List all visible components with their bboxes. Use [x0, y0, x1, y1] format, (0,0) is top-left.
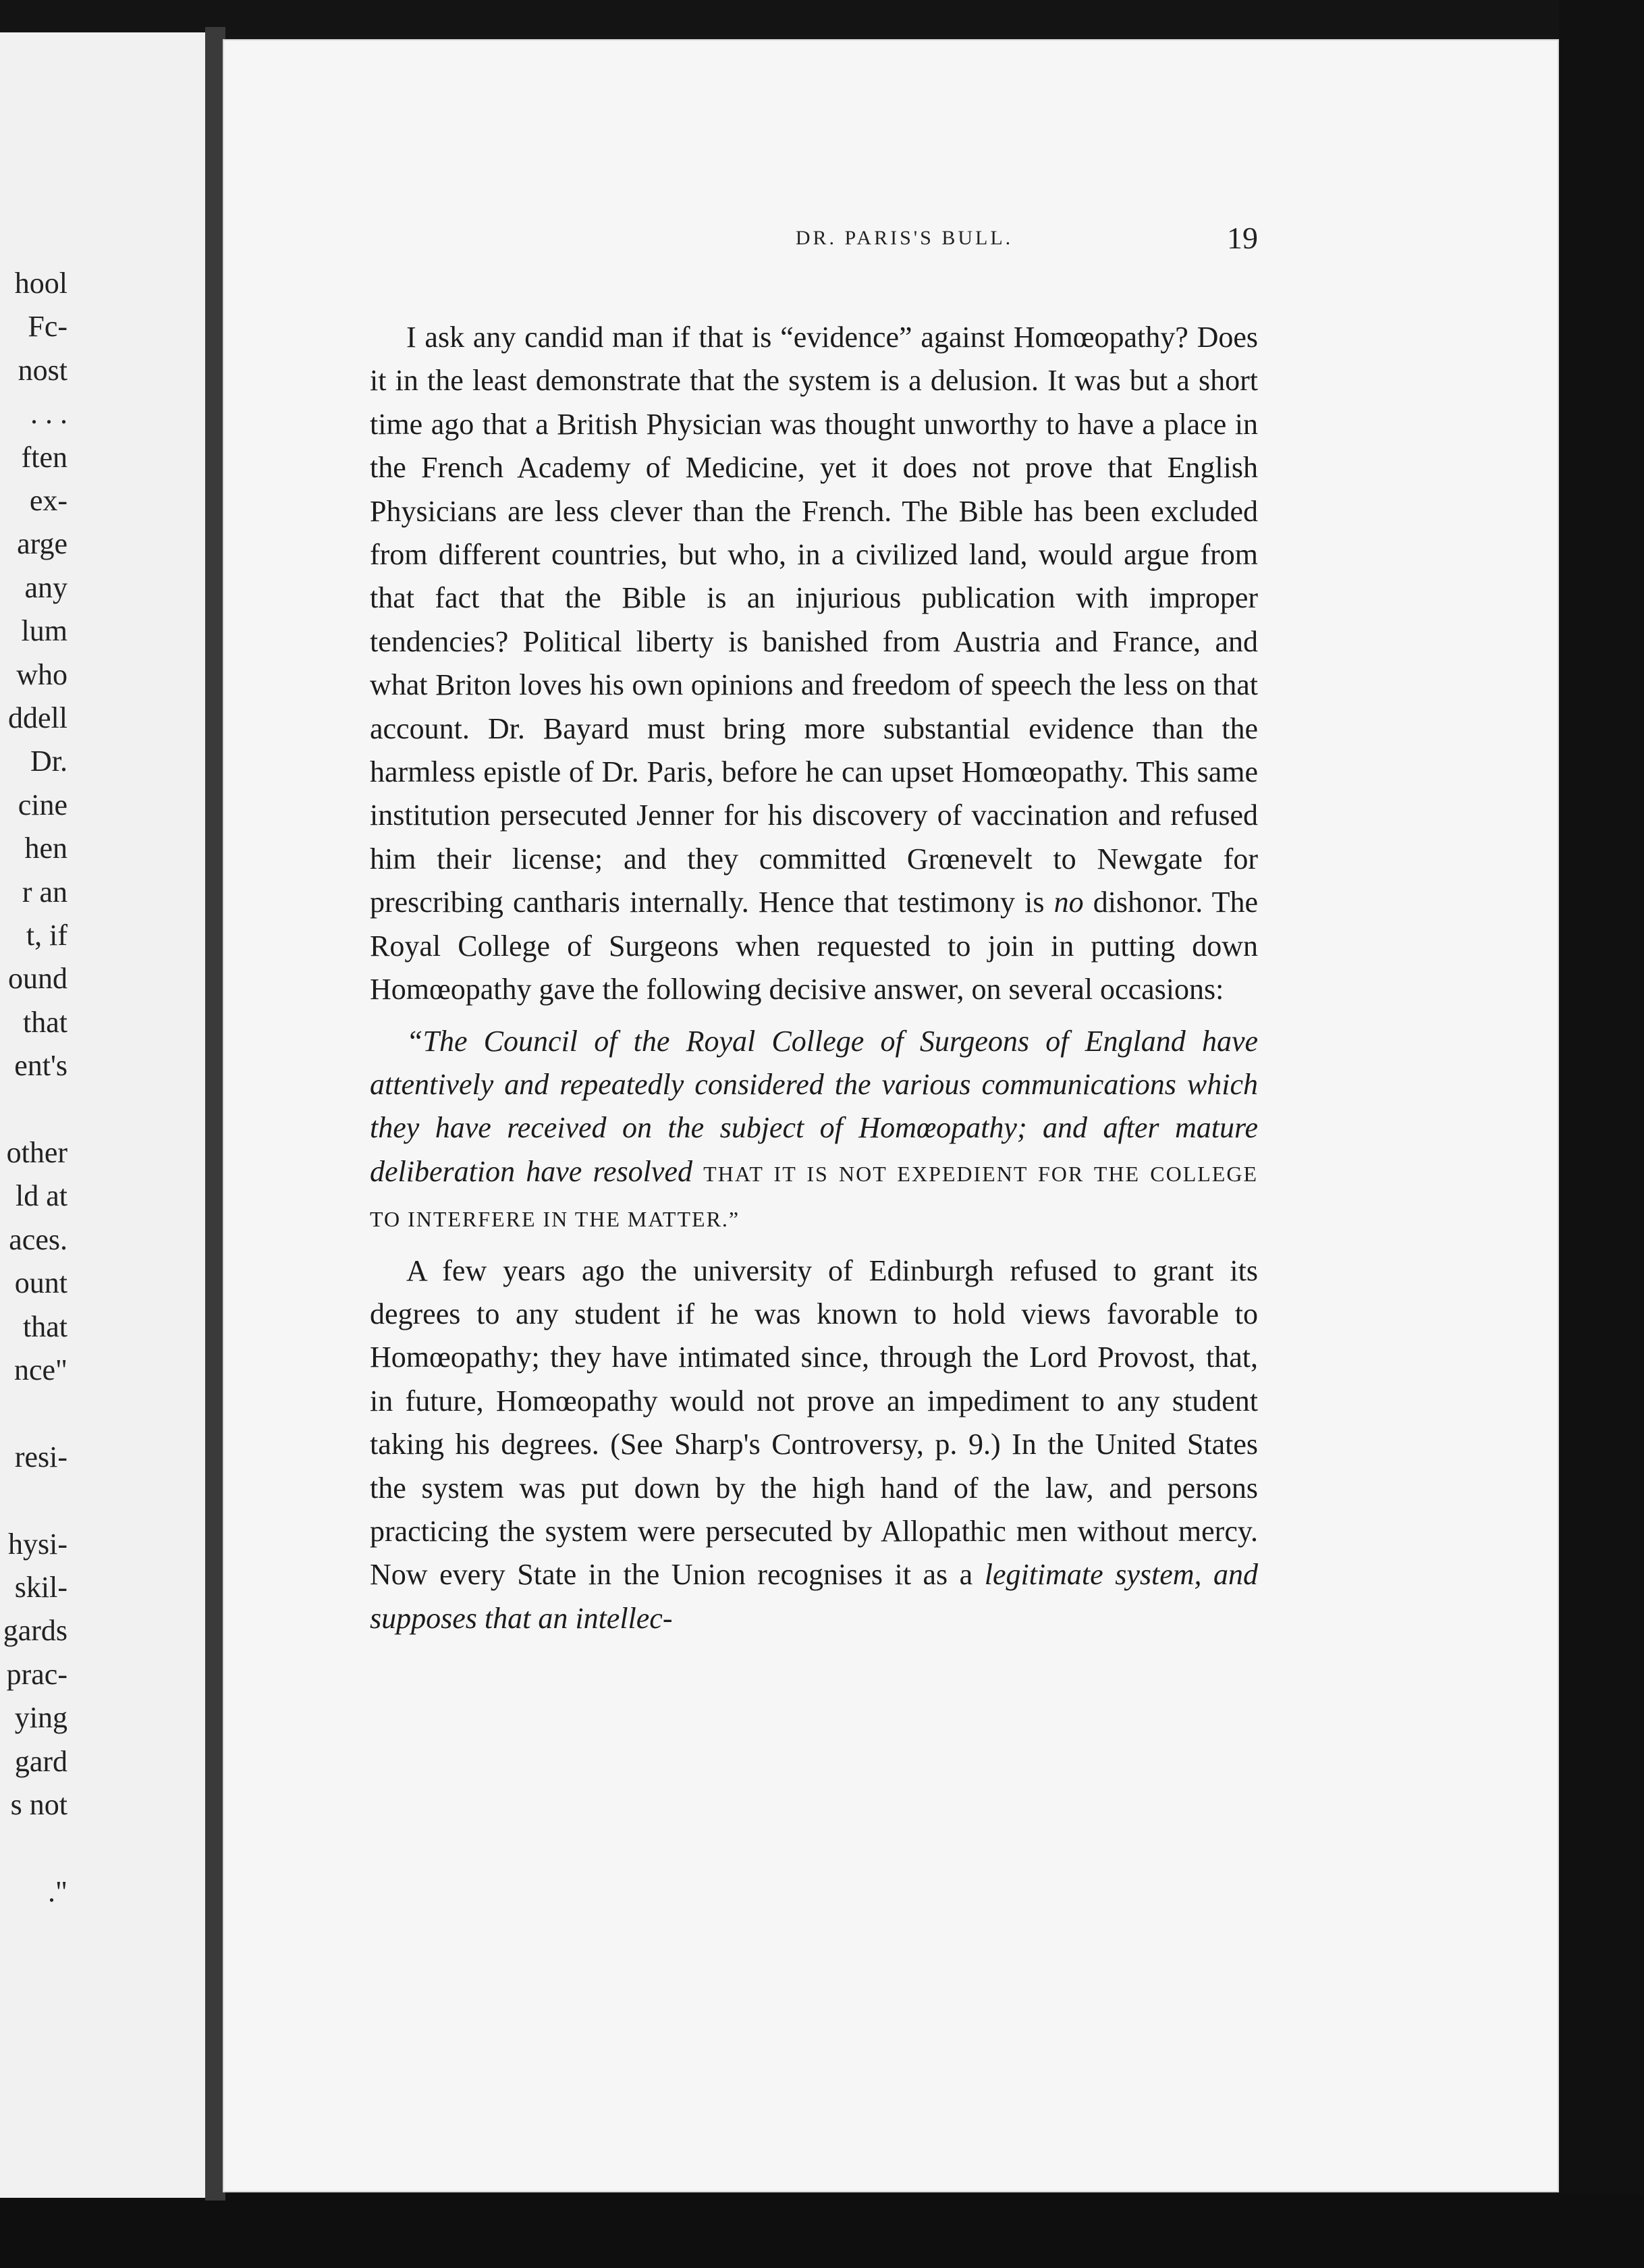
left-page-line: nce" — [13, 1353, 67, 1386]
paragraph-2 — [370, 1249, 1258, 1641]
left-page-line: ound — [8, 962, 67, 996]
left-page-line: ften — [21, 440, 67, 474]
left-page-line: skil- — [14, 1571, 67, 1604]
scan-frame-right — [1559, 0, 1644, 2268]
left-page-line: gard — [14, 1744, 67, 1778]
quote-italic-text: “The Council of the Royal College of Surgeons of England have attentively and repeatedly considered the various communications which they have received on the subject of Homœopathy; and after mature deliberation have resolved — [370, 1024, 1258, 1188]
book-page — [223, 39, 1559, 2192]
block-quote — [370, 1020, 1258, 1241]
left-page-line: ld at — [16, 1179, 67, 1213]
left-page-line: r an — [22, 875, 67, 909]
left-page-line: hool — [14, 267, 67, 300]
left-page-line: . . . — [30, 397, 67, 431]
paragraph-1-end: dishonor. The Royal College of Surgeons when requested to join in putting down Homœopathy gave the following decisive answer, on several occasions: — [370, 886, 1259, 1006]
left-page-line: any — [24, 570, 67, 604]
scan-frame-bottom — [0, 2194, 1644, 2268]
left-page-line: who — [16, 657, 67, 691]
left-page-line: ent's — [14, 1049, 67, 1083]
left-page-line: that — [23, 1005, 67, 1039]
paragraph-2-text: A few years ago the university of Edinburgh refused to grant its degrees to any student if he was known to hold views favorable to Homœopathy; they have intimated since, through the Lord Provost, that, in future, Homœopathy would not prove an impediment to any student taking his degrees. (See Sharp's Controversy, p. 9.) In the United States the system was put down by the high hand of the law, and persons practicing the system were persecuted by Allopathic men without mercy. Now every State in the Union recognises it as a — [370, 1253, 1258, 1592]
left-page-line: other — [6, 1136, 67, 1169]
left-page-line: ying — [14, 1701, 67, 1735]
left-page-line: cine — [18, 788, 67, 821]
left-page-line: nost — [18, 353, 67, 387]
left-page-line: lum — [21, 614, 67, 648]
left-page-fragment — [0, 32, 206, 2198]
left-page-line: ddell — [8, 701, 67, 734]
paragraph-1-text: I ask any candid man if that is “evidence” against Homœopathy? Does it in the least demonstrate that the system is a delusion. It was but a short time ago that a British Physician was thought unworthy to have a place in the French Academy of Medicine, yet it does not prove that English Physicians are less clever than the French. The Bible has been excluded from different countries, but who, in a civilized land, would argue from that fact that the Bible is an injurious publication with improper tendencies? Political liberty is banished from Austria and France, and what Briton loves his own opinions and freedom of speech the less on that account. Dr. Bayard must bring more substantial evidence than the harmless epistle of Dr. Paris, before he can upset Homœopathy. This same institution persecuted Jenner for his discovery of vaccination and refused him their license; and they committed Grœnevelt to Newgate for prescribing cantharis internally. Hence that testimony is — [370, 321, 1258, 919]
page-number: 19 — [1227, 221, 1258, 255]
left-page-line: Dr. — [30, 745, 67, 778]
left-page-line: Fc- — [28, 310, 67, 344]
scan-frame-top — [0, 0, 1644, 35]
body-text — [370, 316, 1258, 1640]
left-page-line: aces. — [9, 1222, 67, 1256]
left-page-line: ." — [48, 1874, 67, 1908]
left-page-line: ex- — [29, 484, 67, 517]
left-page-line: that — [23, 1310, 67, 1343]
emphasis-no: no — [1053, 886, 1084, 919]
running-head-title: DR. PARIS'S BULL. — [795, 227, 1014, 249]
left-page-line: gards — [3, 1614, 67, 1648]
left-page-line: s not — [10, 1788, 67, 1821]
left-page-line: t, if — [26, 919, 67, 952]
left-page-line: ount — [14, 1266, 67, 1300]
paragraph-2-italic: legitimate system, and supposes that an intellec- — [370, 1558, 1259, 1635]
quote-small-caps-text: THAT IT IS NOT EXPEDIENT FOR THE COLLEGE TO INTERFERE IN THE MATTER.” — [370, 1161, 1259, 1232]
left-page-line: prac- — [6, 1657, 67, 1691]
left-page-line: arge — [17, 527, 67, 561]
left-page-line: resi- — [14, 1440, 67, 1474]
paragraph-1 — [370, 316, 1258, 1012]
left-page-line: hysi- — [8, 1527, 67, 1561]
left-page-line: hen — [24, 832, 67, 865]
